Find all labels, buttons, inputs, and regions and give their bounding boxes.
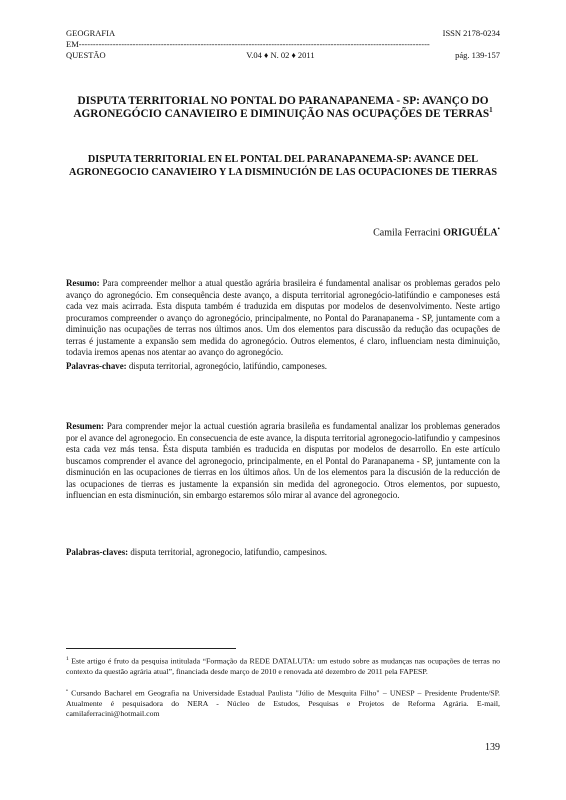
journal-section: QUESTÃO [66,50,106,60]
header-em-line: EM---------------------------------------------------------------------------------------------------------------------------- [66,39,430,49]
author-footnote-marker: • [497,225,500,233]
header-row-1 [66,28,500,39]
keywords-spanish-label: Palabras-claves: [66,547,129,557]
keywords-spanish-text: disputa territorial, agronegocio, latifundio, campesinos. [130,547,328,557]
journal-volume: V.04 ♦ N. 02 ♦ 2011 [246,50,315,60]
footnote-2 [66,686,500,719]
footnote-2-text: Cursando Bacharel em Geografia na Universidade Estadual Paulista "Júlio de Mesquita Filho" – UNESP – Presidente Prudente/SP. Atualmente é pesquisadora do NERA - Núcleo de Estudos, Pesquisas e Projetos de Reforma Agrária. E-mail, camilaferracini@hotmail.com [66,688,500,718]
keywords-spanish [66,547,500,559]
footnote-1-marker: 1 [66,656,69,662]
footnote-1-text: Este artigo é fruto da pesquisa intitulada “Formação da REDE DATALUTA: um estudo sobre as mudanças nas ocupações de terras no contexto da questão agrária atual”, financiada desde março de 2010 e renovada até dezembro de 2011 pela FAPESP. [66,656,500,676]
header-row-3 [66,50,500,61]
keywords-portuguese-label: Palavras-chave: [66,361,127,371]
issn: ISSN 2178-0234 [442,28,500,38]
journal-header [66,28,500,61]
footnote-divider [66,648,236,649]
title-footnote-marker: 1 [489,106,493,115]
page-number: 139 [485,742,500,753]
title-spanish: DISPUTA TERRITORIAL EN EL PONTAL DEL PARANAPANEMA-SP: AVANCE DEL AGRONEGOCIO CANAVIEIRO Y LA DISMINUCIÓN DE LAS OCUPACIONES DE TIERRAS [68,154,498,178]
journal-name: GEOGRAFIA [66,28,116,38]
keywords-portuguese-text: disputa territorial, agronegócio, latifúndio, camponeses. [128,361,328,371]
author-given-name: Camila Ferracini [373,227,441,239]
title-portuguese-text: DISPUTA TERRITORIAL NO PONTAL DO PARANAPANEMA - SP: AVANÇO DO AGRONEGÓCIO CANAVIEIRO E DIMINUIÇÃO NAS OCUPAÇÕES DE TERRAS [73,95,490,120]
author-surname: ORIGUÉLA [443,227,498,239]
abstract-portuguese-label: Resumo: [66,278,100,288]
footnote-2-marker: • [66,688,68,694]
title-portuguese [66,95,500,121]
abstract-portuguese [66,278,500,359]
footnote-1 [66,654,500,677]
abstract-spanish-text: Para comprender mejor la actual cuestión agraria brasileña es fundamental analizar los problemas generados por el avance del agronegocio. En consecuencia de este avance, la disputa territorial agronegocio-latifundio y campesinos esta cada vez más tensa. Ésta disputa también es traducida en disputas por modelos de desarrollo. En este artículo buscamos comprender el avance del agronegocio, principalmente, en el Pontal do Paranapanema - SP, juntamente con la disminución en las ocupaciones de tierras en los últimos años. Un de los elementos para la discusión de la reducción de las ocupaciones de tierras es justamente la expansión sin medida del agronegocio. Otros elementos, por supuesto, influencian en esta disminución, sin embargo estaremos sólo mirar al avance del agronegocio. [66,421,500,500]
author-line [373,225,500,238]
abstract-portuguese-text: Para compreender melhor a atual questão agrária brasileira é fundamental analisar os problemas gerados pelo avanço do agronegócio. Em consequência deste avanço, a disputa territorial agronegócio-latifúndio e camponeses está cada vez mais acirrada. Esta disputa também é traduzida em disputas por modelos de desenvolvimento. Neste artigo procuramos compreender o avanço do agronegócio, principalmente, no Pontal do Paranapanema - SP, juntamente com a diminuição nas ocupações de terras nos últimos anos. Um dos elementos para discussão da redução das ocupações de terras é justamente a expansão sem medida do agronegócio. Outros elementos, é claro, influenciam nesta diminuição, todavia iremos apenas nos atentar ao avanço do agronegócio. [66,278,501,357]
journal-pages: pág. 139-157 [455,50,500,60]
abstract-spanish [66,421,500,502]
abstract-spanish-label: Resumen: [66,421,104,431]
keywords-portuguese [66,361,500,373]
